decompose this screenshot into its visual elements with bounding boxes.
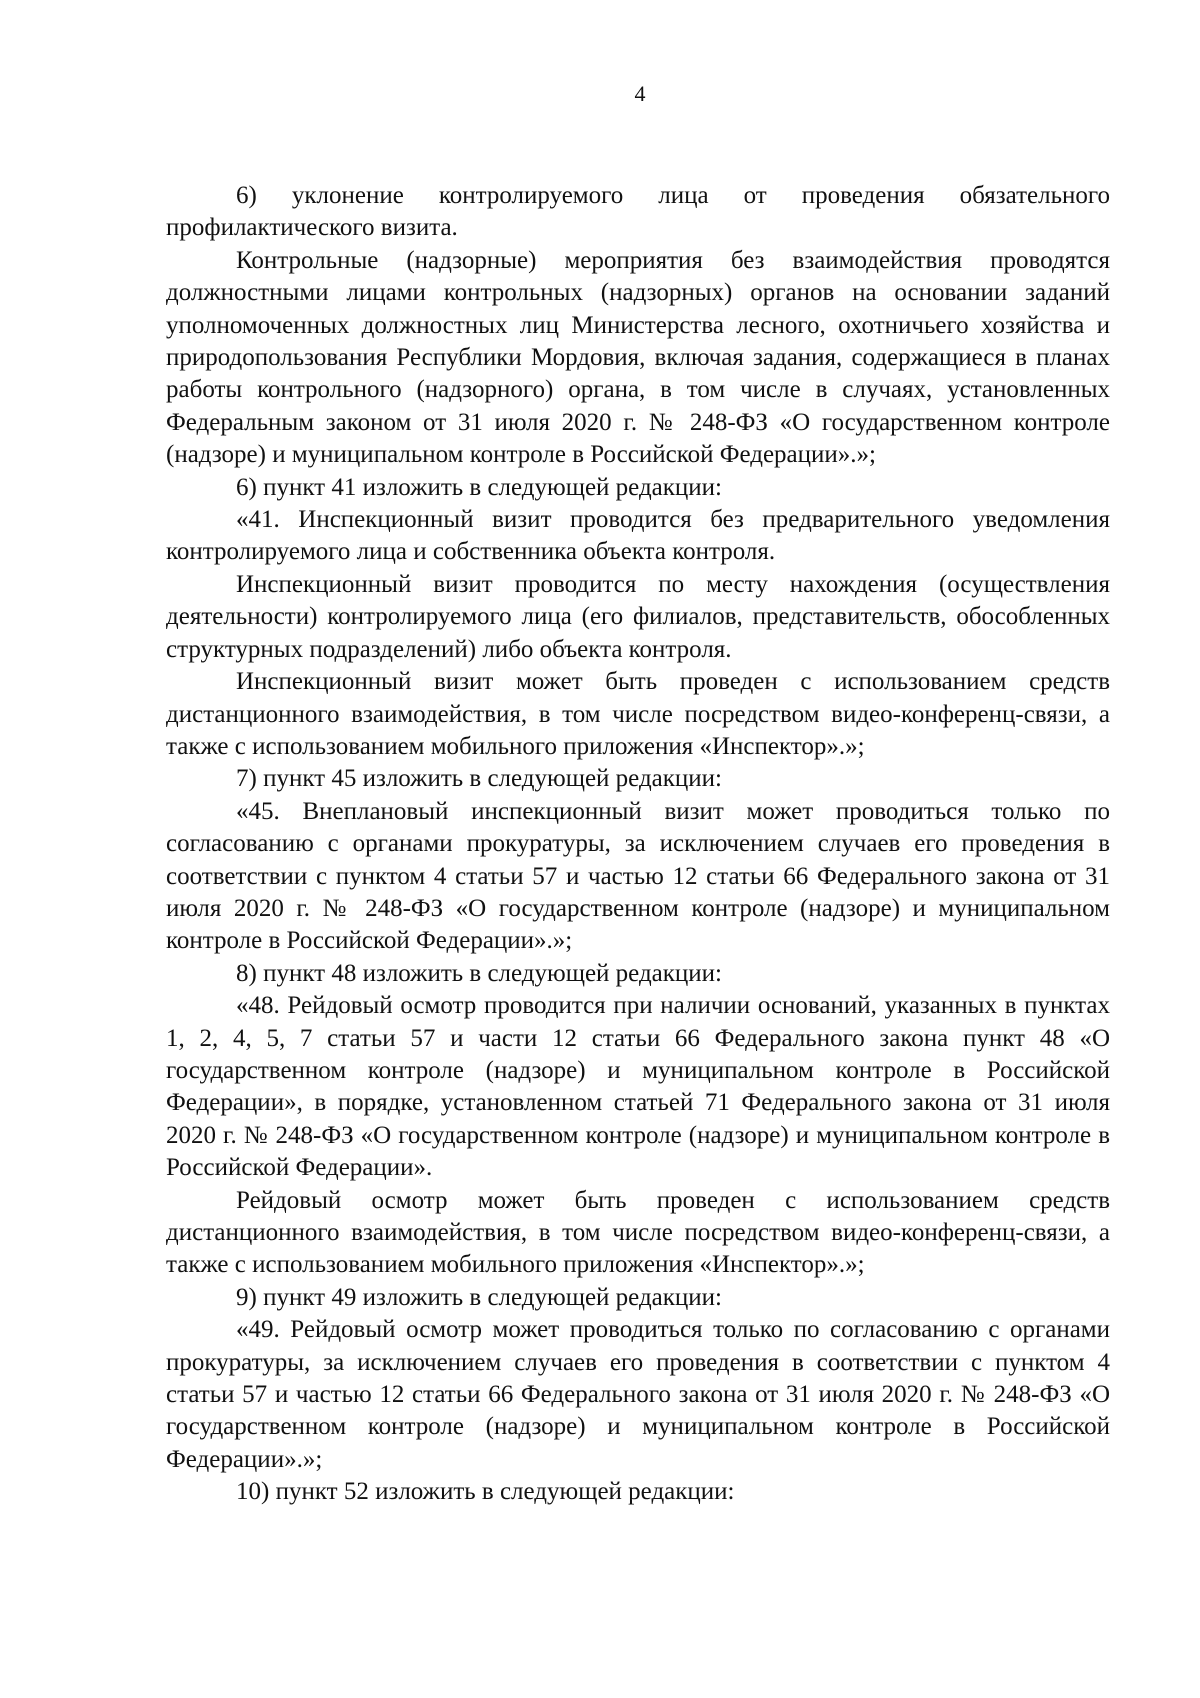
paragraph: «49. Рейдовый осмотр может проводиться только по согласованию с органами прокуратуры, за исключением случаев его проведения в соответствии с пунктом 4 статьи 57 и частью 12 статьи 66 Федерального закона от 31 июля 2020 г. № 248-ФЗ «О государственном контроле (надзоре) и муниципальном контроле в Российской Федерации».»;	[166, 1316, 1110, 1473]
paragraph: Инспекционный визит проводится по месту нахождения (осуществления деятельности) контролируемого лица (его филиалов, представительств, обособленных структурных подразделений) либо объекта контроля.	[166, 570, 1110, 663]
paragraph: 6) пункт 41 изложить в следующей редакции:	[236, 473, 722, 501]
paragraph: «48. Рейдовый осмотр проводится при наличии оснований, указанных в пунктах 1, 2, 4, 5, 7 статьи 57 и части 12 статьи 66 Федерального закона пункт 48 «О государственном контроле (надзоре) и муниципальном контроле в Российской Федерации», в порядке, установленном статьей 71 Федерального закона от 31 июля 2020 г. № 248-ФЗ «О государственном контроле (надзоре) и муниципальном контроле в Российской Федерации».	[166, 992, 1110, 1182]
paragraph: Инспекционный визит может быть проведен с использованием средств дистанционного взаимодействия, в том числе посредством видео-конференц-связи, а также с использованием мобильного приложения «Инспектор».»;	[166, 668, 1110, 760]
paragraph: 6) уклонение контролируемого лица от проведения обязательного профилактического визита.	[166, 182, 1110, 242]
page-number: 4	[634, 81, 646, 106]
paragraph: 9) пункт 49 изложить в следующей редакции:	[236, 1283, 722, 1311]
paragraph: «41. Инспекционный визит проводится без предварительного уведомления контролируемого лица и собственника объекта контроля.	[166, 506, 1110, 566]
paragraph: 8) пункт 48 изложить в следующей редакции:	[236, 959, 722, 987]
document-body	[166, 180, 1110, 1509]
paragraph: «45. Внеплановый инспекционный визит может проводиться только по согласованию с органами прокуратуры, за исключением случаев его проведения в соответствии с пунктом 4 статьи 57 и частью 12 статьи 66 Федерального закона от 31 июля 2020 г. № 248-ФЗ «О государственном контроле (надзоре) и муниципальном контроле в Российской Федерации».»;	[166, 797, 1110, 955]
paragraph: Контрольные (надзорные) мероприятия без взаимодействия проводятся должностными лицами контрольных (надзорных) органов на основании заданий уполномоченных должностных лиц Министерства лесного, охотничьего хозяйства и природопользования Республики Мордовия, включая задания, содержащиеся в планах работы контрольного (надзорного) органа, в том числе в случаях, установленных Федеральным законом от 31 июля 2020 г. № 248-ФЗ «О государственном контроле (надзоре) и муниципальном контроле в Российской Федерации».»;	[166, 246, 1110, 469]
paragraph: 10) пункт 52 изложить в следующей редакции:	[236, 1478, 735, 1506]
paragraph: Рейдовый осмотр может быть проведен с использованием средств дистанционного взаимодействия, в том числе посредством видео-конференц-связи, а также с использованием мобильного приложения «Инспектор».»;	[166, 1186, 1110, 1279]
paragraph: 7) пункт 45 изложить в следующей редакции:	[236, 765, 722, 793]
